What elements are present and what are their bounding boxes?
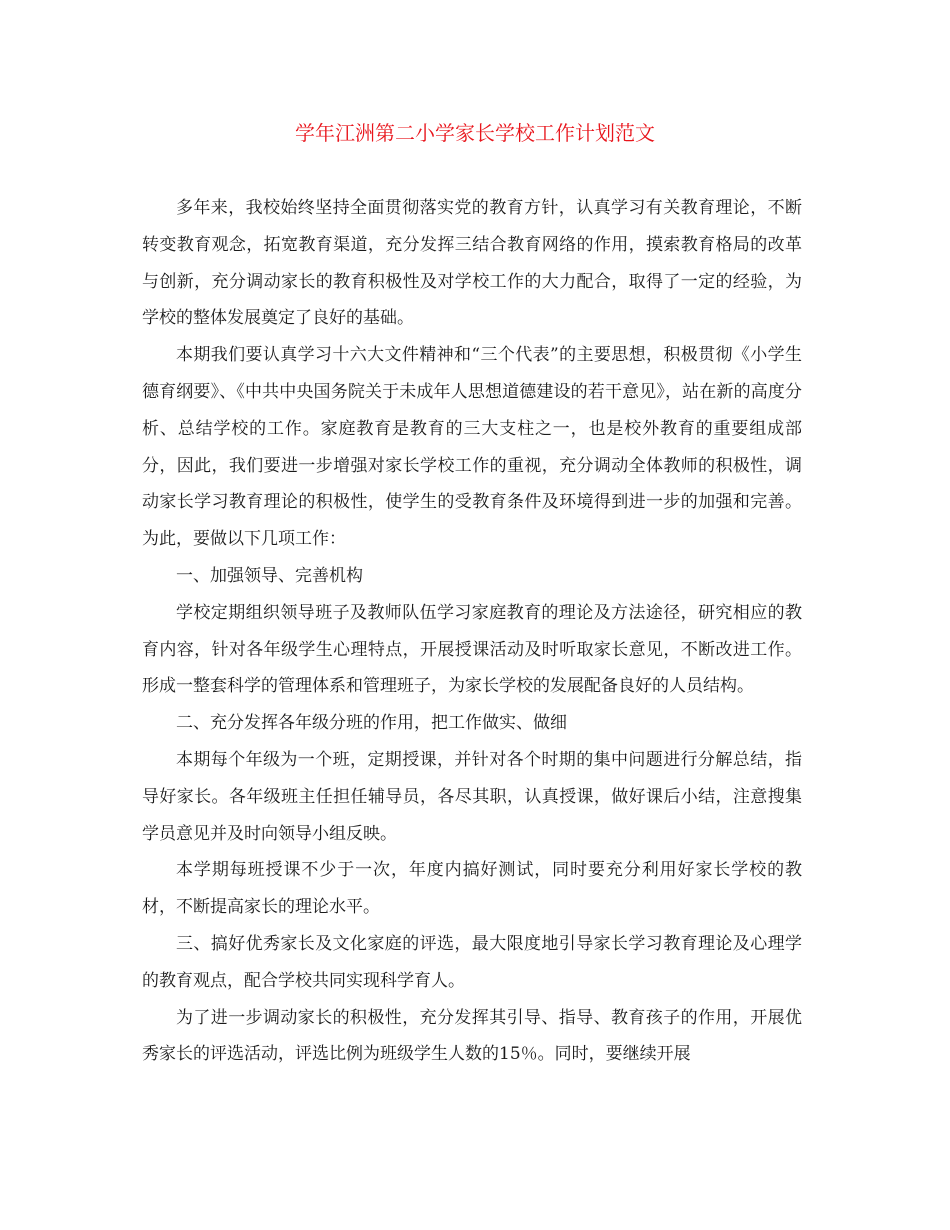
paragraph-evaluation: 为了进一步调动家长的积极性，充分发挥其引导、指导、教育孩子的作用，开展优秀家长的评选活动，评选比例为班级学生人数的15％。同时，要继续开展 [142, 1007, 802, 1065]
paragraph-leadership: 学校定期组织领导班子及教师队伍学习家庭教育的理论及方法途径，研究相应的教育内容，针对各年级学生心理特点，开展授课活动及时听取家长意见，不断改进工作。形成一整套科学的管理体系和管理班子，为家长学校的发展配备良好的人员结构。 [142, 602, 802, 697]
section-heading-2: 二、充分发挥各年级分班的作用，把工作做实、做细 [176, 713, 567, 734]
section-heading-1: 一、加强领导、完善机构 [176, 565, 363, 586]
paragraph-intro: 多年来，我校始终坚持全面贯彻落实党的教育方针，认真学习有关教育理论，不断转变教育观念，拓宽教育渠道，充分发挥三结合教育网络的作用，摸索教育格局的改革与创新，充分调动家长的教育积极性及对学校工作的大力配合，取得了一定的经验，为学校的整体发展奠定了良好的基础。 [142, 198, 802, 329]
paragraph-study-plan: 本期我们要认真学习十六大文件精神和“三个代表”的主要思想，积极贯彻《小学生德育纲要》、《中共中央国务院关于未成年人思想道德建设的若干意见》，站在新的高度分析、总结学校的工作。家庭教育是教育的三大支柱之一，也是校外教育的重要组成部分，因此，我们要进一步增强对家长学校工作的重视，充分调动全体教师的积极性，调动家长学习教育理论的积极性，使学生的受教育条件及环境得到进一步的加强和完善。为此，要做以下几项工作： [142, 345, 802, 550]
document-body [142, 190, 802, 1073]
section-heading-3: 三、搞好优秀家长及文化家庭的评选，最大限度地引导家长学习教育理论及心理学的教育观点，配合学校共同实现科学育人。 [142, 933, 802, 991]
paragraph-classes: 本期每个年级为一个班，定期授课，并针对各个时期的集中问题进行分解总结，指导好家长。各年级班主任担任辅导员，各尽其职，认真授课，做好课后小结，注意搜集学员意见并及时向领导小组反映。 [142, 749, 802, 844]
paragraph-semester: 本学期每班授课不少于一次，年度内搞好测试，同时要充分利用好家长学校的教材，不断提高家长的理论水平。 [142, 860, 802, 918]
document-title: 学年江洲第二小学家长学校工作计划范文 [295, 121, 655, 145]
